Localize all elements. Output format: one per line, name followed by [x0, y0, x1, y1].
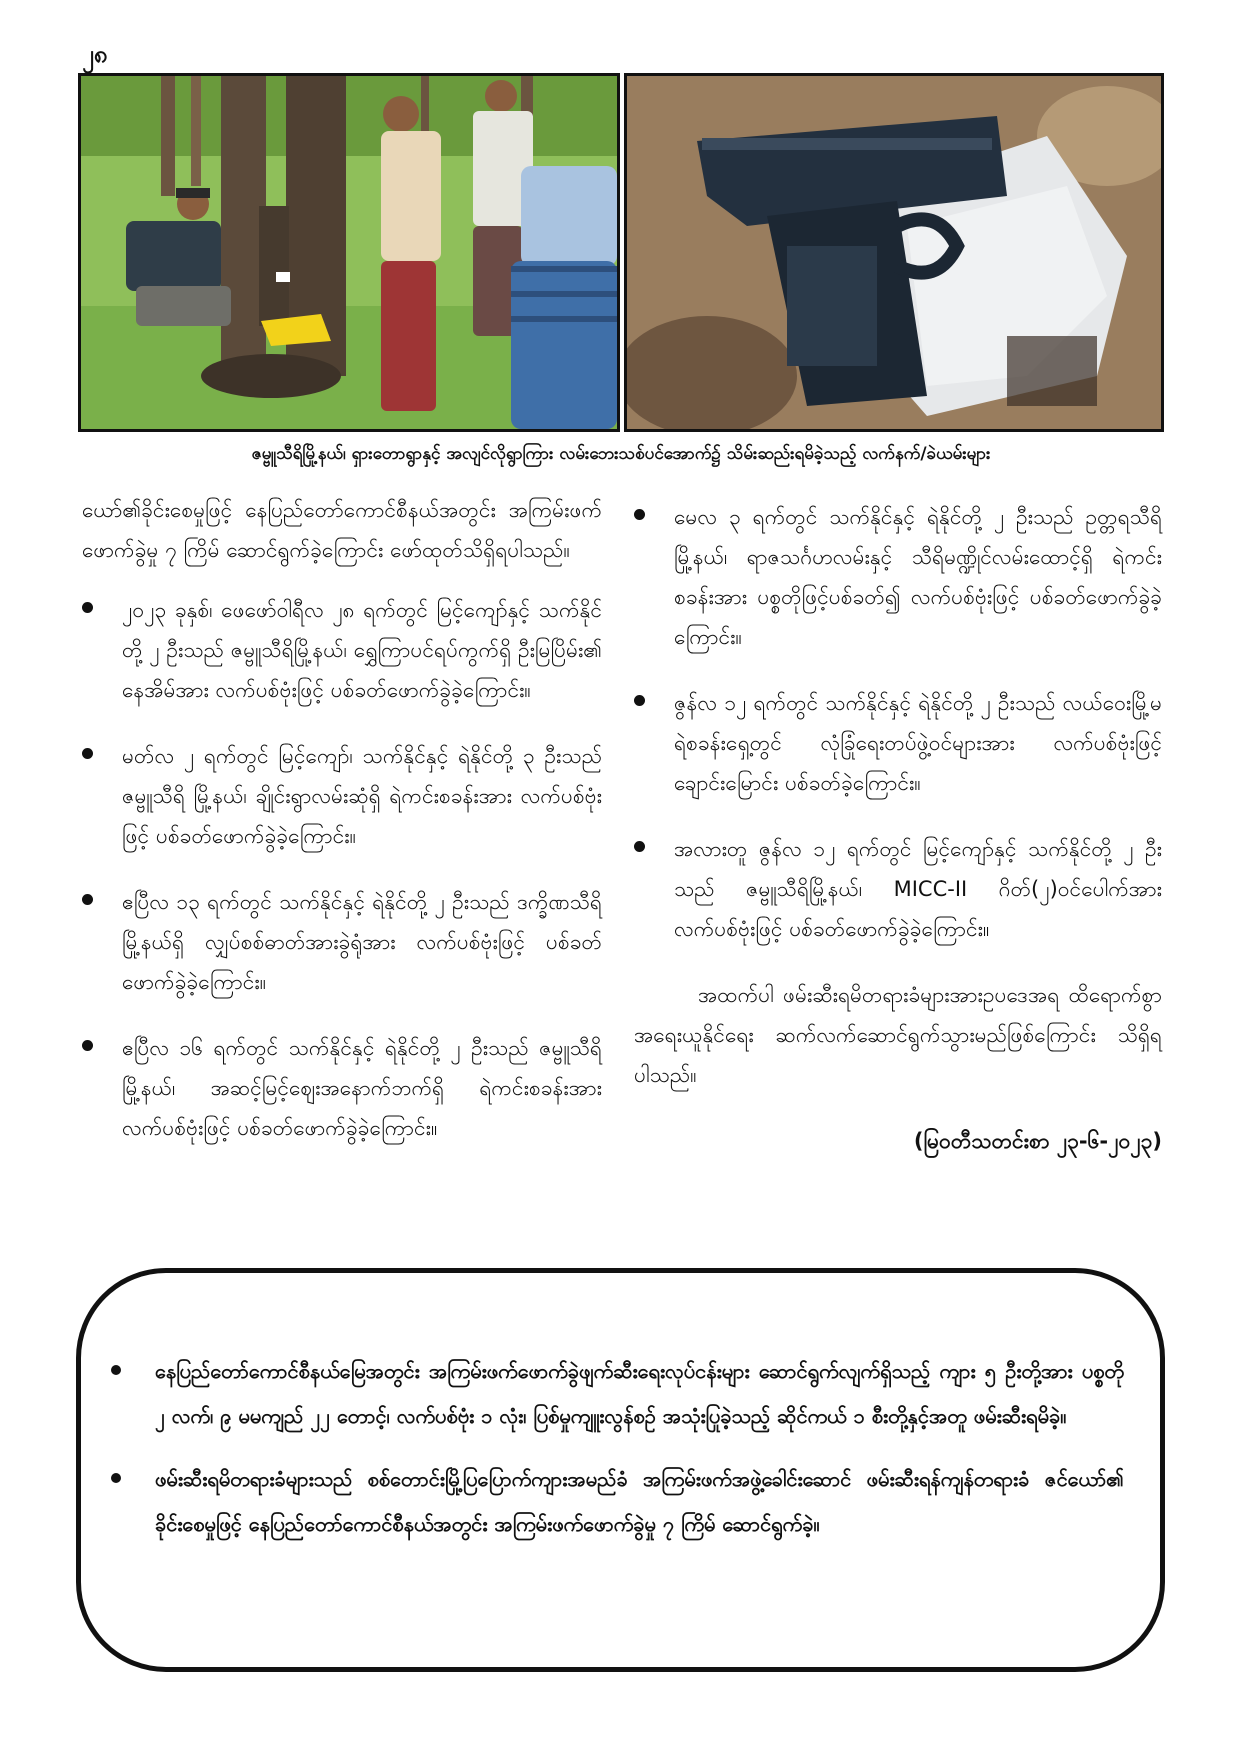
list-item-text: ဧပြီလ ၁၆ ရက်တွင် သက်နိုင်နှင့် ရဲနိုင်တို့ ၂ ဦးသည် ဇမ္ဗူသီရိမြို့နယ်၊ အဆင့်မြင့်ဈေးအနောက်ဘက်ရှိ ရဲကင်းစခန်းအား လက်ပစ်ဗုံးဖြင့် ပစ်ခတ်ဖောက်ခွဲခဲ့ကြောင်း။	[122, 1036, 602, 1140]
list-item	[82, 1028, 602, 1148]
right-column	[634, 497, 1162, 1161]
bullet-icon	[111, 1473, 121, 1483]
list-item-text: ဇွန်လ ၁၂ ရက်တွင် သက်နိုင်နှင့် ရဲနိုင်တို့ ၂ ဦးသည် လယ်ဝေးမြို့မ ရဲစခန်းရှေ့တွင် လုံခြုံရေးတပ်ဖွဲ့ဝင်များအား လက်ပစ်ဗုံးဖြင့် ချောင်းမြောင်း ပစ်ခတ်ခဲ့ကြောင်း။	[674, 691, 1162, 795]
bullet-icon	[634, 695, 645, 706]
summary-item-text: နေပြည်တော်ကောင်စီနယ်မြေအတွင်း အကြမ်းဖက်ဖောက်ခွဲဖျက်ဆီးရေးလုပ်ငန်းများ ဆောင်ရွက်လျက်ရှိသည့် ကျား ၅ ဦးတို့အား ပစ္စတို ၂ လက်၊ ၉ မမကျည် ၂၂ တောင့်၊ လက်ပစ်ဗုံး ၁ လုံး၊ ပြစ်မှုကျူးလွန်စဉ် အသုံးပြုခဲ့သည့် ဆိုင်ကယ် ၁ စီးတို့နှင့်အတူ ဖမ်းဆီးရမိခဲ့။	[155, 1359, 1124, 1428]
summary-item	[111, 1457, 1124, 1547]
list-item	[82, 736, 602, 856]
bullet-icon	[82, 602, 93, 613]
page-number: ၂၈	[82, 40, 108, 68]
list-item	[82, 590, 602, 710]
list-item	[634, 497, 1162, 657]
source-citation: (မြဝတီသတင်းစာ ၂၃-၆-၂၀၂၃)	[913, 1129, 1162, 1153]
list-item-text: ၂၀၂၃ ခုနှစ်၊ ဖေဖော်ဝါရီလ ၂၈ ရက်တွင် မြင့်ကျော်နှင့် သက်နိုင်တို့ ၂ ဦးသည် ဇမ္ဗူသီရိမြို့နယ်၊ ရွှေကြာပင်ရပ်ကွက်ရှိ ဦးမြပြိမ်း၏ နေအိမ်အား လက်ပစ်ဗုံးဖြင့် ပစ်ခတ်ဖောက်ခွဲခဲ့ကြောင်း။	[122, 598, 602, 702]
list-item	[634, 829, 1162, 949]
list-item-text: မတ်လ ၂ ရက်တွင် မြင့်ကျော်၊ သက်နိုင်နှင့် ရဲနိုင်တို့ ၃ ဦးသည် ဇမ္ဗူသီရိ မြို့နယ်၊ ချိုင်းရွာလမ်းဆုံရှိ ရဲကင်းစခန်းအား လက်ပစ်ဗုံးဖြင့် ပစ်ခတ်ဖောက်ခွဲခဲ့ကြောင်း။	[122, 744, 602, 848]
summary-list	[111, 1349, 1124, 1565]
intro-paragraph: ယော်၏ခိုင်းစေမှုဖြင့် နေပြည်တော်ကောင်စီနယ်အတွင်း အကြမ်းဖက်ဖောက်ခွဲမှု ၇ ကြိမ် ဆောင်ရွက်ခဲ့ကြောင်း ဖော်ထုတ်သိရှိရပါသည်။	[82, 498, 602, 562]
list-item	[82, 882, 602, 1002]
summary-item-text: ဖမ်းဆီးရမိတရားခံများသည် စစ်တောင်းမြို့ပြပြောက်ကျားအမည်ခံ အကြမ်းဖက်အဖွဲ့ခေါင်းဆောင် ဖမ်းဆီးရန်ကျန်တရားခံ ဇင်ယော်၏ ခိုင်းစေမှုဖြင့် နေပြည်တော်ကောင်စီနယ်အတွင်း အကြမ်းဖက်ဖောက်ခွဲမှု ၇ ကြိမ် ဆောင်ရွက်ခဲ့။	[155, 1467, 1124, 1536]
bullet-icon	[82, 894, 93, 905]
summary-box	[76, 1268, 1165, 1672]
photo-officers-at-tree-image	[81, 76, 617, 429]
list-item-text: အလားတူ ဇွန်လ ၁၂ ရက်တွင် မြင့်ကျော်နှင့် သက်နိုင်တို့ ၂ ဦးသည် ဇမ္ဗူသီရိမြို့နယ်၊ MICC-II ဂိတ်(၂)ဝင်ပေါက်အား လက်ပစ်ဗုံးဖြင့် ပစ်ခတ်ဖောက်ခွဲခဲ့ကြောင်း။	[674, 837, 1162, 941]
bullet-icon	[82, 748, 93, 759]
incident-list-left	[82, 590, 602, 1148]
list-item-text: မေလ ၃ ရက်တွင် သက်နိုင်နှင့် ရဲနိုင်တို့ ၂ ဦးသည် ဥတ္တရသီရိမြို့နယ်၊ ရာဇသင်္ဂဟလမ်းနှင့် သီရိမဏ္ဍိုင်လမ်းထောင့်ရှိ ရဲကင်းစခန်းအား ပစ္စတိုဖြင့်ပစ်ခတ်၍ လက်ပစ်ဗုံးဖြင့် ပစ်ခတ်ဖောက်ခွဲခဲ့ကြောင်း။	[674, 505, 1162, 649]
summary-item	[111, 1349, 1124, 1439]
closing-paragraph: အထက်ပါ ဖမ်းဆီးရမိတရားခံများအားဥပဒေအရ ထိရောက်စွာအရေးယူနိုင်ရေး ဆက်လက်ဆောင်ရွက်သွားမည်ဖြစ်ကြောင်း သိရှိရပါသည်။	[634, 983, 1162, 1087]
incident-list-right	[634, 497, 1162, 949]
bullet-icon	[634, 509, 645, 520]
list-item	[634, 683, 1162, 803]
left-column	[82, 490, 602, 1174]
bullet-icon	[111, 1365, 121, 1375]
photo-recovered-pistol	[624, 73, 1164, 432]
photo-caption: ဇမ္ဗူသီရိမြို့နယ်၊ ရှားတောရွာနှင့် အလျင်လိုရွာကြား လမ်းဘေးသစ်ပင်အောက်၌ သိမ်းဆည်းရမိခဲ့သည့် လက်နက်/ခဲယမ်းများ	[251, 444, 991, 464]
photo-recovered-pistol-image	[627, 76, 1161, 429]
list-item-text: ဧပြီလ ၁၃ ရက်တွင် သက်နိုင်နှင့် ရဲနိုင်တို့ ၂ ဦးသည် ဒက္ခိဏသီရိမြို့နယ်ရှိ လျှပ်စစ်ဓာတ်အားခွဲရုံအား လက်ပစ်ဗုံးဖြင့် ပစ်ခတ်ဖောက်ခွဲခဲ့ကြောင်း။	[122, 890, 602, 994]
photo-officers-at-tree	[78, 73, 620, 432]
bullet-icon	[82, 1040, 93, 1051]
bullet-icon	[634, 841, 645, 852]
